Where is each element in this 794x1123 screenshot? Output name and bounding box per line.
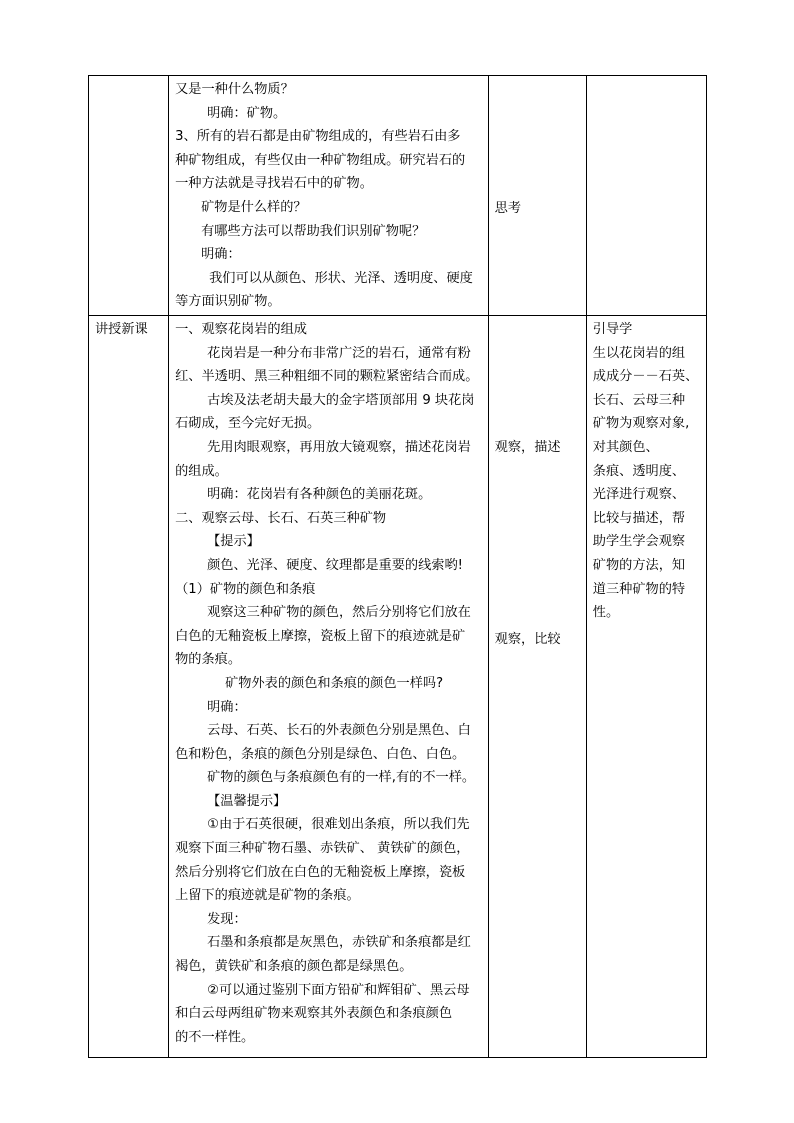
activity-cell	[488, 76, 586, 316]
content-line: （1）矿物的颜色和条痕	[175, 581, 316, 597]
intent-cell	[586, 76, 706, 316]
content-line: 发现：	[207, 911, 247, 927]
content-line: 褐色，黄铁矿和条痕的颜色都是绿黑色。	[175, 959, 413, 975]
intent-line: 长石、云母三种	[592, 392, 686, 408]
content-line: 色和粉色，条痕的颜色分别是绿色、白色、白色。	[175, 746, 466, 762]
intent-line: 对其颜色、	[592, 439, 659, 455]
content-line: 云母、石英、长石的外表颜色分别是黑色、白	[207, 723, 471, 739]
content-line: 又是一种什么物质？	[175, 82, 294, 97]
content-line: 【温馨提示】	[207, 793, 287, 809]
content-line: 一种方法就是寻找岩石中的矿物。	[175, 176, 373, 192]
content-line: 古埃及法老胡夫最大的金字塔顶部用 9 块花岗	[207, 392, 475, 408]
content-line: 有哪些方法可以帮助我们识别矿物呢？	[201, 223, 426, 239]
content-line: 种矿物组成，有些仅由一种矿物组成。研究岩石的	[175, 152, 466, 168]
content-line: 花岗岩是一种分布非常广泛的岩石，通常有粉	[207, 345, 471, 361]
stage-cell: 讲授新课	[89, 316, 169, 1058]
intent-line: 成成分－－石英、	[592, 369, 699, 385]
content-line: ①由于石英很硬，很难划出条痕，所以我们先	[207, 817, 470, 833]
content-cell	[169, 316, 489, 1058]
activity-text: 观察，比较	[494, 631, 561, 647]
content-line: 观察这三种矿物的颜色，然后分别将它们放在	[207, 605, 471, 621]
content-line: 矿物的颜色与条痕颜色有的一样,有的不一样。	[207, 770, 476, 786]
content-line: 物的条痕。	[175, 652, 242, 668]
intent-line: 助学生学会观察	[592, 534, 686, 550]
activity-text: 观察，描述	[494, 440, 561, 455]
intent-line: 引导学	[592, 322, 633, 337]
content-line: 白色的无釉瓷板上摩擦，瓷板上留下的痕迹就是矿	[175, 628, 466, 644]
intent-line: 生以花岗岩的组	[592, 345, 686, 361]
content-line: 石砌成，至今完好无损。	[175, 416, 321, 432]
content-line: 二、观察云母、长石、石英三种矿物	[175, 510, 387, 526]
content-line: 一、观察花岗岩的组成	[175, 322, 307, 337]
content-line: 矿物是什么样的？	[201, 199, 307, 215]
content-line: 的组成。	[175, 463, 228, 479]
content-line: 明确：	[207, 699, 247, 715]
content-line: 石墨和条痕都是灰黑色，赤铁矿和条痕都是红	[207, 935, 471, 951]
content-line: 上留下的痕迹就是矿物的条痕。	[175, 888, 360, 904]
content-line: 的不一样性。	[175, 1029, 255, 1045]
content-line: 明确：	[201, 247, 241, 263]
stage-cell	[89, 76, 169, 316]
intent-line: 性。	[592, 605, 620, 621]
content-line: 我们可以从颜色、形状、光泽、透明度、硬度	[209, 270, 473, 286]
lesson-plan-table	[88, 75, 707, 1058]
intent-line: 矿物的方法，知	[592, 557, 686, 573]
content-line: 观察下面三种矿物石墨、赤铁矿、 黄铁矿的颜色，	[175, 841, 470, 857]
intent-line: 光泽进行观察、	[592, 487, 686, 503]
content-line: 红、半透明、黑三种粗细不同的颗粒紧密结合而成。	[175, 369, 479, 385]
content-line: 先用肉眼观察，再用放大镜观察，描述花岗岩	[207, 439, 471, 455]
content-line: 矿物外表的颜色和条痕的颜色一样吗?	[225, 675, 444, 691]
content-line: 明确：矿物。	[207, 105, 287, 121]
intent-line: 条痕、透明度、	[592, 463, 686, 479]
content-line: 颜色、光泽、硬度、纹理都是重要的线索哟!	[207, 557, 463, 573]
intent-cell	[586, 316, 706, 1058]
content-line: 【提示】	[207, 534, 260, 550]
activity-cell	[488, 316, 586, 1058]
intent-line: 矿物为观察对象,	[592, 416, 690, 432]
intent-line: 道三种矿物的特	[592, 581, 686, 597]
content-line: 等方面识别矿物。	[175, 294, 281, 310]
table-row	[89, 316, 707, 1058]
content-line: ②可以通过鉴别下面方铅矿和辉钼矿、黑云母	[207, 982, 470, 998]
content-line: 3、所有的岩石都是由矿物组成的，有些岩石由多	[175, 129, 461, 145]
table-row	[89, 76, 707, 316]
content-line: 明确：花岗岩有各种颜色的美丽花斑。	[207, 487, 432, 503]
content-line: 然后分别将它们放在白色的无釉瓷板上摩擦，瓷板	[175, 864, 466, 880]
content-cell	[169, 76, 489, 316]
activity-text: 思考	[494, 201, 522, 216]
intent-line: 比较与描述，帮	[592, 510, 686, 526]
content-line: 和白云母两组矿物来观察其外表颜色和条痕颜色	[175, 1006, 453, 1022]
